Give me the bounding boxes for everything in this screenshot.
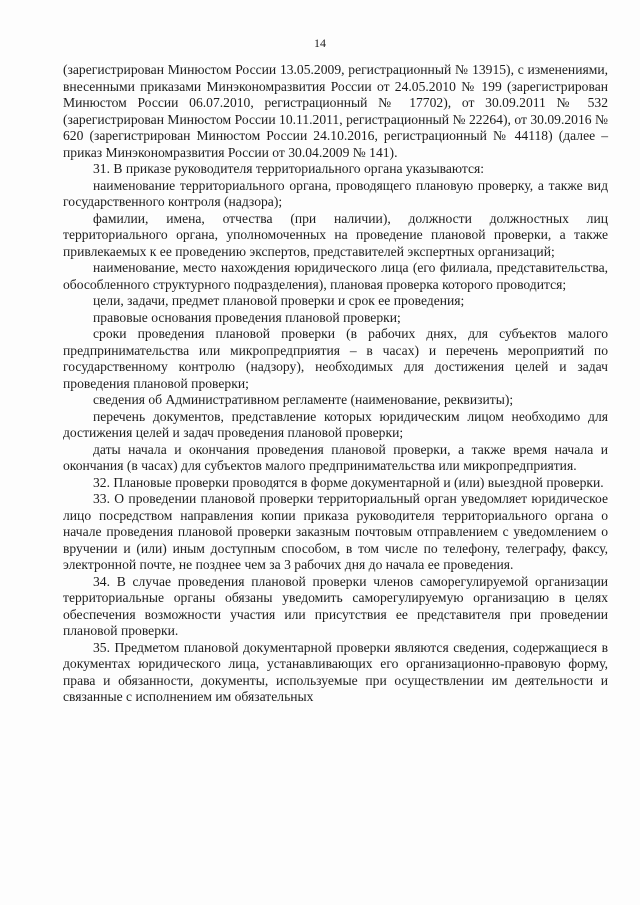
- paragraph-35: 35. Предметом плановой документарной проверки являются сведения, содержащиеся в документах юридического лица, устанавливающих его организационно-правовую форму, права и обязанности, документы, используемые при осуществлении им деятельности и связанные с исполнением им обязательных: [63, 639, 608, 704]
- paragraph-list-item: даты начала и окончания проведения плановой проверки, а также время начала и окончания (в часах) для субъектов малого предпринимательства или микропредприятия.: [63, 441, 608, 473]
- page-number: 14: [314, 36, 326, 50]
- paragraph-33: 33. О проведении плановой проверки территориальный орган уведомляет юридическое лицо посредством направления копии приказа руководителя территориального органа о начале проведения плановой проверки заказным почтовым отправлением с уведомлением о вручении и (или) иным доступным способом, в том числе по телефону, телеграфу, факсу, электронной почте, не позднее чем за 3 рабочих дня до начала ее проведения.: [63, 491, 608, 572]
- paragraph-list-item: сроки проведения плановой проверки (в рабочих днях, для субъектов малого предпринимательства или микропредприятия – в часах) и перечень мероприятий по государственному контролю (надзору), необходимых для достижения целей и задач проведения плановой проверки;: [63, 326, 608, 391]
- document-body: [63, 62, 608, 706]
- paragraph-continuation: (зарегистрирован Минюстом России 13.05.2009, регистрационный № 13915), с изменениями, внесенными приказами Минэкономразвития России от 24.05.2010 № 199 (зарегистрирован Минюстом России 06.07.2010, регистрационный № 17702), от 30.09.2011 № 532 (зарегистрирован Минюстом России 10.11.2011, регистрационный № 22264), от 30.09.2016 № 620 (зарегистрирован Минюстом России 24.10.2016, регистрационный № 44118) (далее – приказ Минэкономразвития России от 30.04.2009 № 141).: [63, 62, 608, 160]
- paragraph-list-item: перечень документов, представление которых юридическим лицом необходимо для достижения целей и задач проведения плановой проверки;: [63, 408, 608, 440]
- paragraph-list-item: наименование территориального органа, проводящего плановую проверку, а также вид государственного контроля (надзора);: [63, 177, 608, 209]
- paragraph-list-item: сведения об Административном регламенте (наименование, реквизиты);: [93, 392, 514, 407]
- paragraph-34: 34. В случае проведения плановой проверки членов саморегулируемой организации территориальные органы обязаны уведомить саморегулируемую организацию в целях обеспечения возможности участия или присутствия ее представителя при проведении плановой проверки.: [63, 573, 608, 638]
- paragraph-32: 32. Плановые проверки проводятся в форме документарной и (или) выездной проверки.: [93, 474, 604, 490]
- paragraph-31-heading: 31. В приказе руководителя территориального органа указываются:: [93, 161, 485, 176]
- paragraph-list-item: фамилии, имена, отчества (при наличии), должности должностных лиц территориального органа, уполномоченных на проведение плановой проверки, а также привлекаемых к ее проведению экспертов, представителей экспертных организаций;: [63, 210, 608, 259]
- paragraph-list-item: наименование, место нахождения юридического лица (его филиала, представительства, обособленного структурного подразделения), плановая проверка которого проводится;: [63, 260, 608, 292]
- paragraph-list-item: правовые основания проведения плановой проверки;: [93, 309, 401, 325]
- paragraph-list-item: цели, задачи, предмет плановой проверки и срок ее проведения;: [93, 293, 465, 308]
